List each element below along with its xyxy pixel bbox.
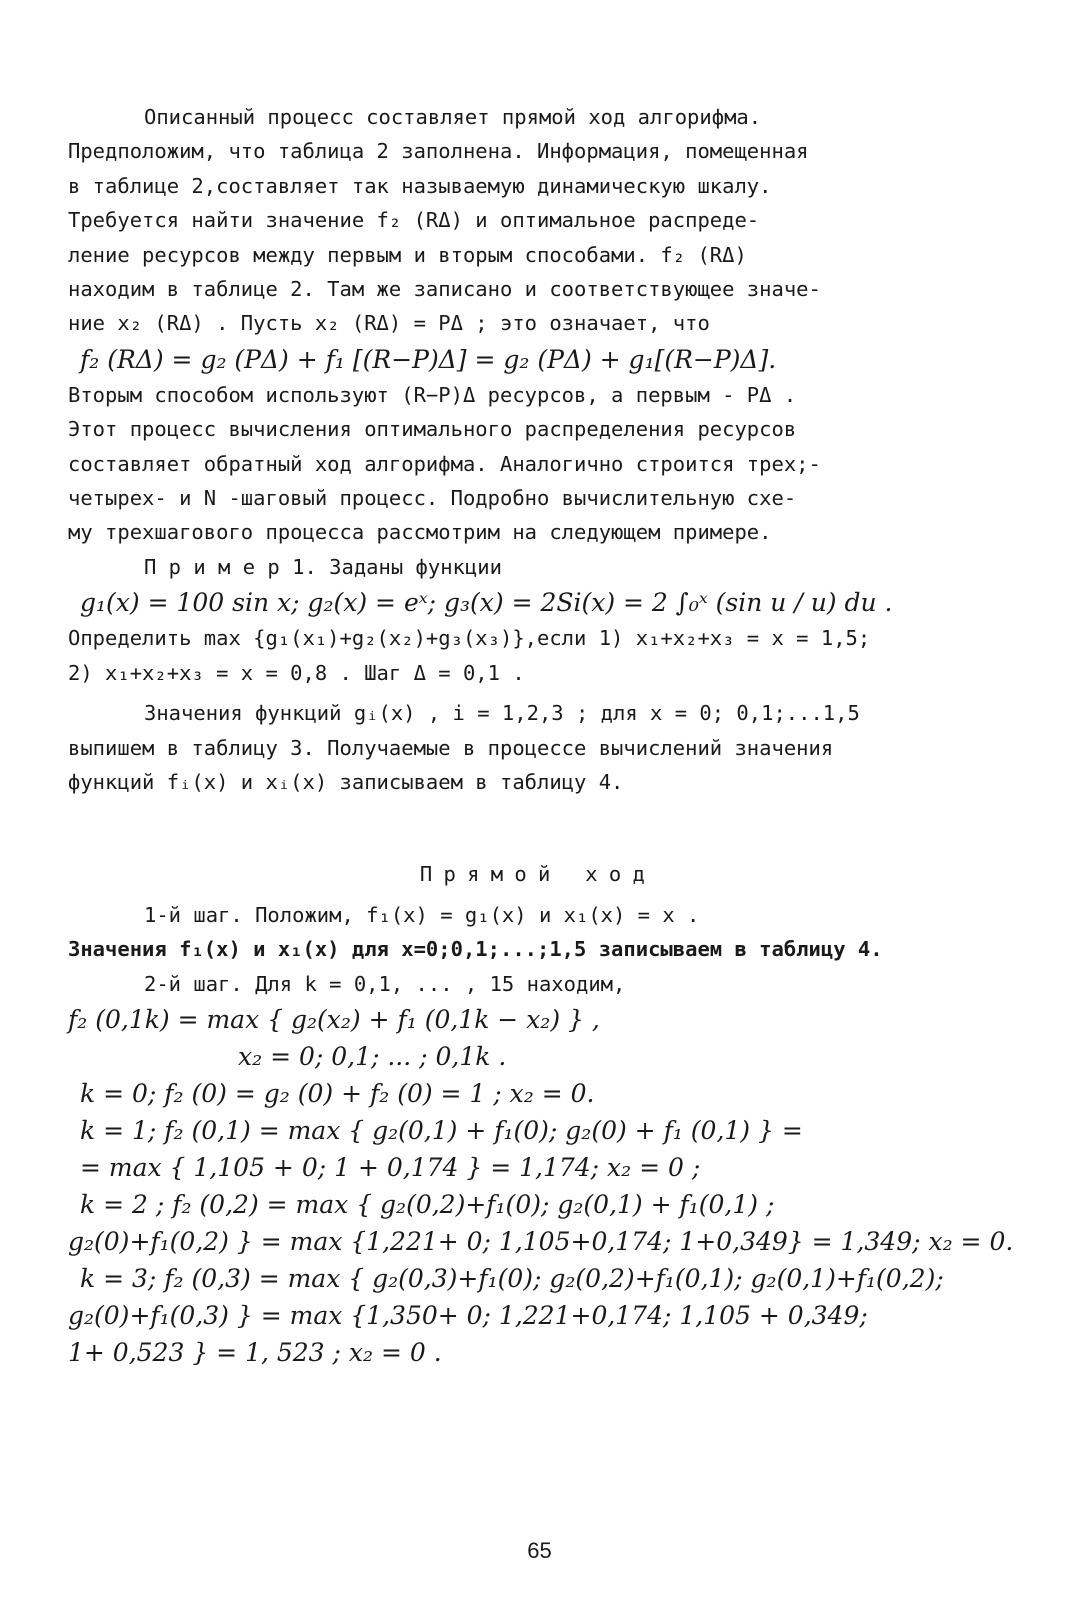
text-line: Требуется найти значение f₂ (RΔ) и оптимальное распреде-	[68, 208, 760, 233]
text-line: Предположим, что таблица 2 заполнена. Информация, помещенная	[68, 139, 809, 164]
calc-line: f₂ (0,1k) = max { g₂(x₂) + f₁ (0,1k − x₂) } ,	[68, 1004, 600, 1034]
page-number: 65	[527, 1538, 552, 1563]
calc-line: g₂(0)+f₁(0,3) } = max {1,350+ 0; 1,221+0,174; 1,105 + 0,349;	[68, 1300, 868, 1330]
calc-line: k = 3; f₂ (0,3) = max { g₂(0,3)+f₁(0); g₂(0,2)+f₁(0,1); g₂(0,1)+f₁(0,2);	[80, 1263, 944, 1293]
step-1: 1-й шаг. Положим, f₁(x) = g₁(x) и x₁(x) = x .	[144, 902, 700, 927]
paragraph-values	[68, 696, 1008, 799]
text-line: ление ресурсов между первым и вторым способами. f₂ (RΔ)	[68, 242, 747, 267]
text-line: Этот процесс вычисления оптимального распределения ресурсов	[68, 417, 797, 442]
calc-line: k = 2 ; f₂ (0,2) = max { g₂(0,2)+f₁(0); g₂(0,1) + f₁(0,1) ;	[80, 1189, 775, 1219]
calc-line: k = 1; f₂ (0,1) = max { g₂(0,1) + f₁(0); g₂(0) + f₁ (0,1) } =	[80, 1115, 803, 1145]
section-heading: Прямой ход	[419, 862, 657, 887]
paragraph-reverse	[68, 378, 1008, 550]
text-line: находим в таблице 2. Там же записано и соответствующее значе-	[68, 277, 821, 302]
calc-line: 1+ 0,523 } = 1, 523 ; x₂ = 0 .	[68, 1337, 442, 1367]
text-line: четырех- и N -шаговый процесс. Подробно вычислительную схе-	[68, 486, 797, 511]
text-line: Описанный процесс составляет прямой ход алгорифма.	[144, 105, 762, 129]
step-1-bold: Значения f₁(x) и x₁(x) для x=0;0,1;...;1,5 записываем в таблицу 4.	[68, 937, 883, 962]
determine-line-2: 2) x₁+x₂+x₃ = x = 0,8 . Шаг Δ = 0,1 .	[68, 660, 525, 685]
calc-line: g₂(0)+f₁(0,2) } = max {1,221+ 0; 1,105+0,174; 1+0,349} = 1,349; x₂ = 0.	[68, 1226, 1014, 1256]
determine-line: Определить max {g₁(x₁)+g₂(x₂)+g₃(x₃)},если 1) x₁+x₂+x₃ = x = 1,5;	[68, 626, 871, 651]
text-line: выпишем в таблицу 3. Получаемые в процессе вычислений значения	[68, 735, 834, 760]
text-line: в таблице 2,составляет так называемую динамическую шкалу.	[68, 173, 772, 198]
text-line: му трехшагового процесса рассмотрим на следующем примере.	[68, 520, 772, 545]
page-body	[68, 100, 1014, 1371]
text-line: Вторым способом используют (R−P)Δ ресурсов, а первым - PΔ .	[68, 382, 797, 407]
handwritten-calculations	[68, 1001, 1014, 1371]
calc-line: = max { 1,105 + 0; 1 + 0,174 } = 1,174; x₂ = 0 ;	[80, 1152, 701, 1182]
text-line: ние x₂ (RΔ) . Пусть x₂ (RΔ) = PΔ ; это означает, что	[68, 311, 710, 336]
paragraph-intro	[68, 100, 1008, 341]
example-formula: g₁(x) = 100 sin x; g₂(x) = eˣ; g₃(x) = 2Si(x) = 2 ∫₀ˣ (sin u / u) du .	[80, 588, 893, 618]
calc-line: x₂ = 0; 0,1; ... ; 0,1k .	[238, 1041, 507, 1071]
formula-f2: f₂ (RΔ) = g₂ (PΔ) + f₁ [(R−P)Δ] = g₂ (PΔ) + g₁[(R−P)Δ].	[80, 344, 777, 374]
step-2: 2-й шаг. Для k = 0,1, ... , 15 находим,	[144, 971, 626, 996]
text-line: составляет обратный ход алгорифма. Аналогично строится трех;-	[68, 451, 821, 476]
text-line: функций fᵢ(x) и xᵢ(x) записываем в таблицу 4.	[68, 769, 624, 794]
calc-line: k = 0; f₂ (0) = g₂ (0) + f₂ (0) = 1 ; x₂ = 0.	[80, 1078, 595, 1108]
text-line: Значения функций gᵢ(x) , i = 1,2,3 ; для x = 0; 0,1;...1,5	[144, 701, 860, 726]
example-title: П р и м е р 1. Заданы функции	[144, 554, 502, 579]
